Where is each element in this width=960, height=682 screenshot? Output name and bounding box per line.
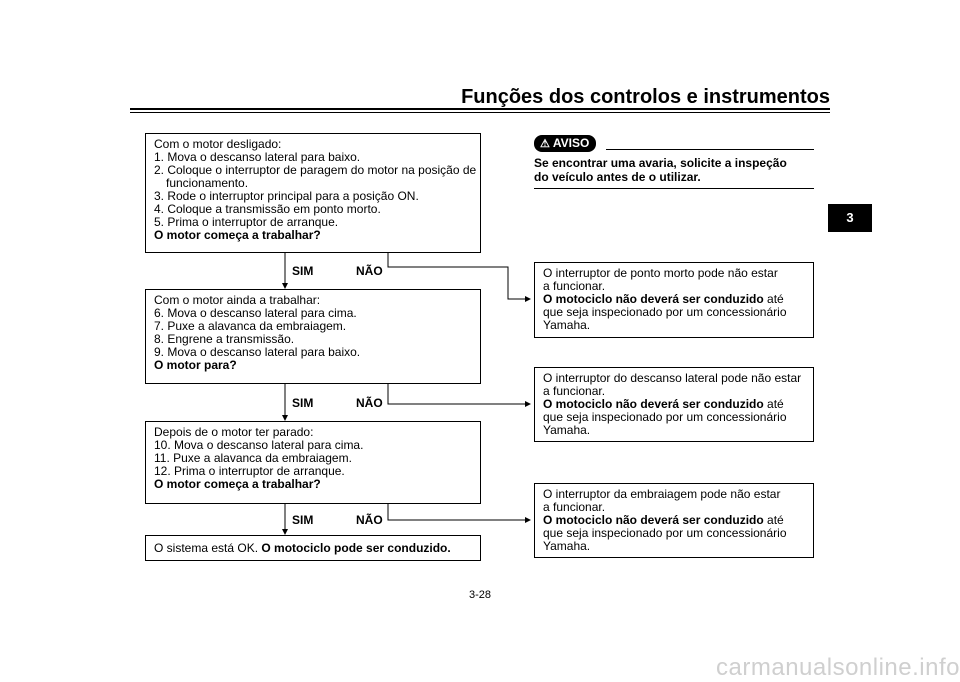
final-prefix: O sistema está OK. xyxy=(154,541,262,555)
step-line: funcionamento. xyxy=(166,176,249,190)
no-label: NÃO xyxy=(356,264,383,278)
result-box-neutral xyxy=(534,262,814,338)
flow-final xyxy=(145,535,481,561)
flow-step-1 xyxy=(145,133,481,253)
warning-rule xyxy=(606,149,814,150)
result-line: a funcionar. xyxy=(543,384,606,398)
result-box-clutch xyxy=(534,483,814,558)
yes-label: SIM xyxy=(292,396,314,410)
step-line: 1. Mova o descanso lateral para baixo. xyxy=(154,150,361,164)
step-line: 12. Prima o interruptor de arranque. xyxy=(154,464,345,478)
result-line: O interruptor de ponto morto pode não estar xyxy=(543,266,778,280)
result-bold: O motociclo não deverá ser conduzido xyxy=(543,397,764,411)
yes-label: SIM xyxy=(292,513,314,527)
step-line: Com o motor ainda a trabalhar: xyxy=(154,293,321,307)
result-box-sidestand xyxy=(534,367,814,442)
result-line: que seja inspecionado por um concessionário xyxy=(543,526,787,540)
step-line: 2. Coloque o interruptor de paragem do motor na posição de xyxy=(154,163,477,177)
warning-bottom-rule xyxy=(534,188,814,189)
watermark[interactable]: carmanualsonline.info xyxy=(716,654,960,681)
result-line: Yamaha. xyxy=(543,539,591,553)
step-line: 7. Puxe a alavanca da embraiagem. xyxy=(154,319,347,333)
yes-label: SIM xyxy=(292,264,314,278)
warning-line-1: Se encontrar uma avaria, solicite a inspeção xyxy=(534,156,787,170)
result-line: que seja inspecionado por um concessionário xyxy=(543,410,787,424)
step-line: 10. Mova o descanso lateral para cima. xyxy=(154,438,364,452)
warning-line-2: do veículo antes de o utilizar. xyxy=(534,170,701,184)
flow-step-2 xyxy=(145,289,481,384)
warning-badge-label: AVISO xyxy=(552,136,590,150)
result-bold: O motociclo não deverá ser conduzido xyxy=(543,292,764,306)
step-question: O motor começa a trabalhar? xyxy=(154,477,321,491)
no-label: NÃO xyxy=(356,396,383,410)
result-line: a funcionar. xyxy=(543,500,606,514)
flow-step-3 xyxy=(145,421,481,504)
result-line: a funcionar. xyxy=(543,279,606,293)
chapter-tab[interactable]: 3 xyxy=(828,204,872,232)
result-line: Yamaha. xyxy=(543,318,591,332)
step-line: 5. Prima o interruptor de arranque. xyxy=(154,215,339,229)
page-number: 3-28 xyxy=(468,589,492,601)
result-line: Yamaha. xyxy=(543,423,591,437)
result-line: O interruptor do descanso lateral pode não estar xyxy=(543,371,802,385)
step-line: Depois de o motor ter parado: xyxy=(154,425,314,439)
step-line: 8. Engrene a transmissão. xyxy=(154,332,295,346)
page-title: Funções dos controlos e instrumentos xyxy=(461,86,830,108)
step-line: 3. Rode o interruptor principal para a posição ON. xyxy=(154,189,419,203)
result-line: O interruptor da embraiagem pode não estar xyxy=(543,487,781,501)
step-line: Com o motor desligado: xyxy=(154,137,282,151)
step-line: 9. Mova o descanso lateral para baixo. xyxy=(154,345,361,359)
result-after: até xyxy=(763,292,784,306)
result-after: até xyxy=(763,513,784,527)
warning-badge xyxy=(534,135,596,152)
warning-triangle-icon: ⚠ xyxy=(540,138,550,150)
step-line: 4. Coloque a transmissão em ponto morto. xyxy=(154,202,381,216)
step-question: O motor começa a trabalhar? xyxy=(154,228,321,242)
result-line: que seja inspecionado por um concessionário xyxy=(543,305,787,319)
result-after: até xyxy=(763,397,784,411)
warning-text xyxy=(534,156,814,184)
final-bold: O motociclo pode ser conduzido. xyxy=(261,541,451,555)
step-question: O motor para? xyxy=(154,358,237,372)
step-line: 11. Puxe a alavanca da embraiagem. xyxy=(154,451,352,465)
result-bold: O motociclo não deverá ser conduzido xyxy=(543,513,764,527)
no-label: NÃO xyxy=(356,513,383,527)
step-line: 6. Mova o descanso lateral para cima. xyxy=(154,306,357,320)
